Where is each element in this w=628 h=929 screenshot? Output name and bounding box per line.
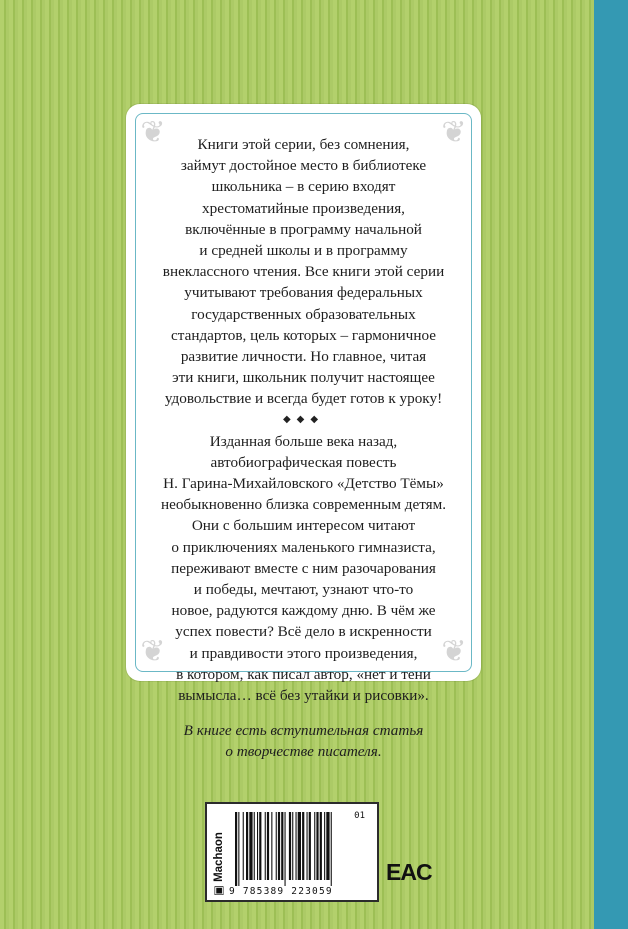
text-line: внеклассного чтения. Все книги этой серии bbox=[162, 263, 445, 281]
text-line: Книги этой серии, без сомнения, bbox=[197, 136, 410, 153]
text-line: и средней школы и в программу bbox=[199, 242, 408, 260]
publisher-logo bbox=[211, 806, 229, 896]
text-line: Изданная больше века назад, bbox=[209, 432, 398, 450]
text-line: успех повести? Всё дело в искренности bbox=[175, 623, 432, 641]
eac-mark: EAC bbox=[386, 859, 432, 885]
barcode-bar bbox=[254, 812, 255, 880]
barcode-addon: 01 bbox=[354, 811, 365, 821]
barcode-bar bbox=[326, 812, 329, 880]
barcode-bar bbox=[309, 812, 311, 880]
ornament-icon: ❦ bbox=[441, 116, 467, 149]
text-line: о приключениях маленького гимназиста, bbox=[171, 538, 436, 556]
barcode-bar bbox=[238, 812, 239, 886]
text-line: хрестоматийные произведения, bbox=[202, 199, 405, 217]
barcode-bar bbox=[314, 812, 315, 880]
text-line: Они с большим интересом читают bbox=[191, 517, 416, 535]
barcode-bar bbox=[320, 812, 322, 880]
book-paragraph bbox=[152, 431, 455, 707]
barcode-bar bbox=[265, 812, 266, 880]
barcode-bar bbox=[243, 812, 244, 880]
publisher-mark-icon: ▣ bbox=[213, 885, 225, 896]
barcode-bar bbox=[276, 812, 277, 880]
ornament-icon: ❦ bbox=[140, 635, 166, 668]
blurb-frame bbox=[126, 104, 481, 761]
text-line: новое, радуются каждому дню. В чём же bbox=[171, 602, 436, 620]
text-line: и правдивости этого произведения, bbox=[189, 644, 418, 662]
text-line: Н. Гарина-Михайловского «Детство Тёмы» bbox=[163, 475, 444, 493]
barcode-bar bbox=[307, 812, 308, 880]
publisher-name: Machaon bbox=[213, 832, 225, 882]
text-line: учитывают требования федеральных bbox=[184, 284, 423, 302]
barcode-bar bbox=[316, 812, 318, 880]
text-line: государственных образовательных bbox=[191, 305, 416, 323]
text-line: школьника – в серию входят bbox=[211, 178, 396, 196]
barcode-bar bbox=[331, 812, 332, 886]
barcode-bar bbox=[292, 812, 293, 880]
ornament-icon: ❦ bbox=[441, 635, 467, 668]
barcode-bar bbox=[259, 812, 261, 880]
isbn-digits: 9 785389 223059 bbox=[229, 886, 333, 897]
text-line: стандартов, цель которых – гармоничное bbox=[171, 326, 436, 344]
text-line: займут достойное место в библиотеке bbox=[180, 157, 427, 175]
blurb-text bbox=[152, 134, 455, 763]
text-line: включённые в программу начальной bbox=[185, 220, 422, 238]
text-line: автобиографическая повесть bbox=[210, 453, 397, 471]
barcode-bar bbox=[285, 812, 286, 886]
barcode-bar bbox=[235, 812, 237, 886]
barcode-bar bbox=[289, 812, 291, 880]
barcode-bar bbox=[324, 812, 325, 880]
text-line: вымысла… всё без утайки и рисовки». bbox=[178, 687, 429, 705]
barcode-bar bbox=[302, 812, 304, 880]
barcode-bar bbox=[296, 812, 297, 880]
barcode-bar bbox=[249, 812, 252, 880]
separator-diamonds: ◆◆◆ bbox=[282, 413, 325, 425]
text-line: эти книги, школьник получит настоящее bbox=[172, 369, 435, 387]
text-line: и победы, мечтают, узнают что-то bbox=[193, 581, 414, 599]
barcode-bar bbox=[246, 812, 248, 880]
text-line: развитие личности. Но главное, читая bbox=[180, 348, 427, 366]
series-paragraph bbox=[152, 134, 455, 410]
text-line: удовольствие и всегда будет готов к уроку! bbox=[164, 390, 443, 408]
ornament-icon: ❦ bbox=[140, 116, 166, 149]
text-line: В книге есть вступительная статья bbox=[183, 722, 424, 740]
barcode-bar bbox=[271, 812, 272, 880]
intro-note bbox=[152, 720, 455, 762]
isbn-barcode bbox=[205, 802, 379, 902]
barcode-bar bbox=[267, 812, 269, 880]
text-line: необыкновенно близка современным детям. bbox=[160, 496, 447, 514]
text-line: в котором, как писал автор, «нет и тени bbox=[176, 665, 431, 683]
text-line: о творчестве писателя. bbox=[225, 743, 382, 761]
barcode-bar bbox=[257, 812, 258, 880]
barcode-bar bbox=[298, 812, 301, 880]
barcode-bar bbox=[281, 812, 283, 880]
barcode-bars bbox=[235, 812, 371, 886]
spine-stripe bbox=[594, 0, 628, 929]
barcode-bar bbox=[278, 812, 280, 880]
text-line: переживают вместе с ним разочарования bbox=[171, 559, 436, 577]
